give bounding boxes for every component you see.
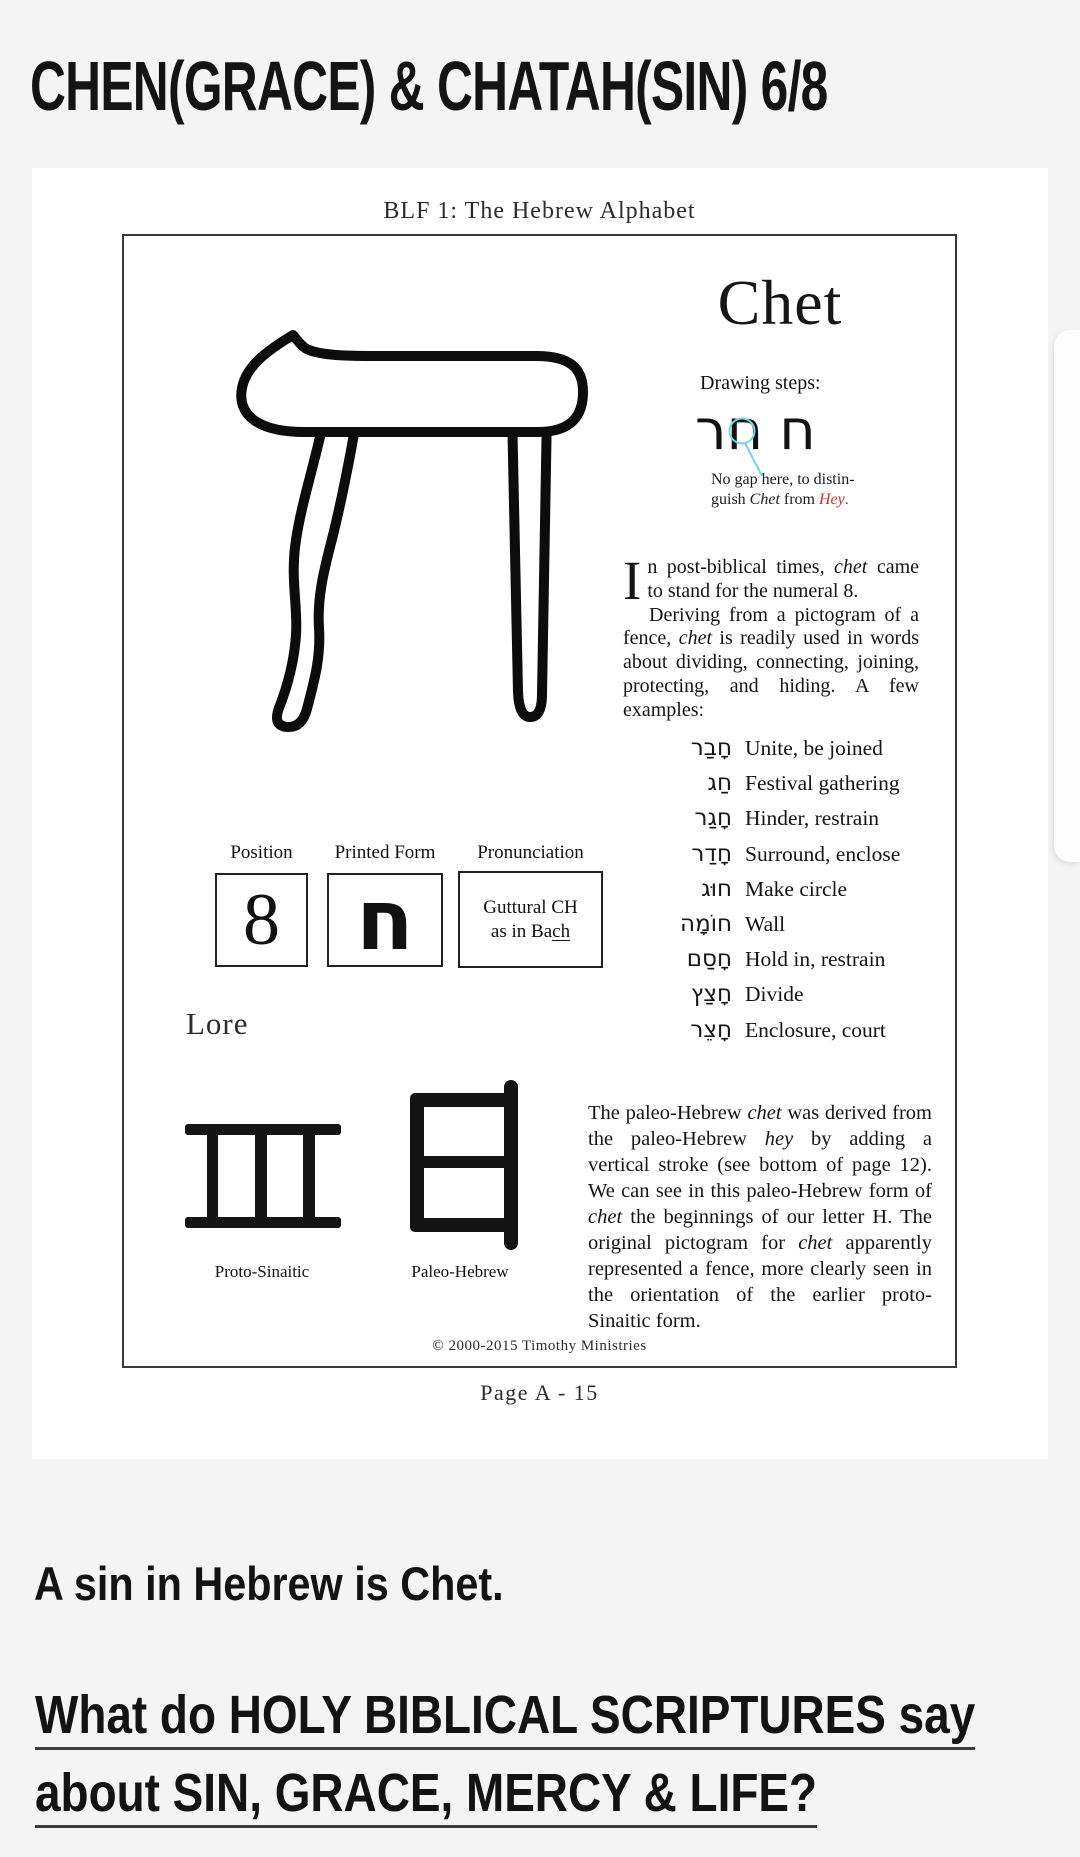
example-hebrew-word: חוּג bbox=[701, 875, 732, 902]
step-glyph-resh: ר bbox=[695, 398, 727, 463]
example-english-meaning: Wall bbox=[745, 911, 786, 936]
example-english-meaning: Festival gathering bbox=[745, 771, 900, 796]
position-value: 8 bbox=[243, 878, 280, 961]
example-hebrew-word: חָצֵר bbox=[690, 1016, 732, 1043]
drawing-steps-label: Drawing steps: bbox=[700, 372, 821, 394]
pronunciation-box bbox=[458, 871, 603, 968]
page-title: CHEN(GRACE) & CHATAH(SIN) 6/8 bbox=[30, 47, 828, 125]
example-row bbox=[625, 876, 935, 911]
example-english-meaning: Surround, enclose bbox=[745, 841, 901, 866]
drop-cap: I bbox=[623, 550, 642, 611]
example-hebrew-word: חָצַץ bbox=[690, 981, 732, 1008]
proto-sinaitic-label: Proto-Sinaitic bbox=[214, 1262, 310, 1281]
document-header: BLF 1: The Hebrew Alphabet bbox=[383, 198, 696, 224]
example-english-meaning: Unite, be joined bbox=[745, 736, 883, 760]
lore-paragraph: The paleo-Hebrew chet was derived from the paleo-Hebrew hey by adding a vertical stroke (see bottom of page 12). We can see in this paleo-Hebrew form of chet the beginnings of our letter H. The original pictogram for chet apparently represented a fence, more clearly seen in the orientation of the earlier proto-Sinaitic form. bbox=[588, 1102, 932, 1332]
example-hebrew-word: חָדַר bbox=[691, 840, 732, 867]
intro-paragraph bbox=[623, 550, 920, 723]
pronunciation-label: Pronunciation bbox=[477, 842, 584, 863]
step-glyph-chet: ח bbox=[726, 398, 764, 463]
example-english-meaning: Make circle bbox=[745, 876, 848, 901]
example-english-meaning: Enclosure, court bbox=[745, 1017, 886, 1042]
note-statement: A sin in Hebrew is Chet. bbox=[34, 1557, 504, 1610]
example-english-meaning: Hinder, restrain bbox=[745, 806, 880, 831]
printed-form-label: Printed Form bbox=[334, 842, 436, 863]
example-hebrew-word: חָבַר bbox=[690, 735, 732, 761]
proto-sinaitic-glyph bbox=[185, 1124, 341, 1228]
lore-heading: Lore bbox=[186, 1006, 249, 1041]
example-english-meaning: Hold in, restrain bbox=[745, 947, 886, 972]
example-row bbox=[625, 735, 935, 770]
copyright: © 2000-2015 Timothy Ministries bbox=[432, 1338, 647, 1354]
note-question bbox=[35, 1676, 975, 1832]
example-hebrew-word: חָסַם bbox=[686, 946, 732, 973]
example-hebrew-word: חָגַר bbox=[694, 805, 732, 832]
printed-form-glyph: ח bbox=[356, 871, 414, 969]
example-row bbox=[625, 770, 935, 805]
example-row bbox=[625, 1017, 935, 1052]
example-row bbox=[625, 981, 935, 1016]
example-english-meaning: Divide bbox=[745, 982, 804, 1007]
letter-name-heading: Chet bbox=[717, 267, 843, 338]
pronunciation-text: Guttural CH as in Bach bbox=[483, 896, 578, 942]
paleo-hebrew-label: Paleo-Hebrew bbox=[411, 1262, 509, 1281]
no-gap-note: No gap here, to distin- guish Chet from Hey. bbox=[711, 471, 855, 508]
note-question-line1: What do HOLY BIBLICAL SCRIPTURES say bbox=[35, 1685, 976, 1745]
example-row bbox=[625, 841, 935, 876]
position-label: Position bbox=[230, 842, 293, 863]
intro-paragraph-2: Deriving from a pictogram of a fence, chet is readily used in words about dividing, connecting, joining, protecting, and hiding. A few examples: bbox=[623, 603, 919, 721]
example-row bbox=[625, 805, 935, 840]
paleo-hebrew-glyph bbox=[408, 1080, 520, 1252]
position-box bbox=[215, 873, 308, 967]
step-glyph-chet-final: ח bbox=[779, 398, 816, 463]
note-question-line2: about SIN, GRACE, MERCY & LIFE? bbox=[35, 1763, 818, 1823]
page-number: Page A - 15 bbox=[480, 1380, 599, 1405]
chet-letter-drawing bbox=[140, 260, 620, 820]
printed-form-box bbox=[327, 873, 443, 967]
example-row bbox=[625, 911, 935, 946]
example-hebrew-word: חוֹמָה bbox=[680, 910, 732, 937]
intro-paragraph-1: n post-biblical times, chet came to stand for the numeral 8. bbox=[647, 556, 920, 602]
example-row bbox=[625, 946, 935, 981]
scroll-handle[interactable] bbox=[1054, 330, 1080, 862]
examples-list bbox=[625, 735, 935, 1052]
example-hebrew-word: חַג bbox=[707, 770, 732, 797]
